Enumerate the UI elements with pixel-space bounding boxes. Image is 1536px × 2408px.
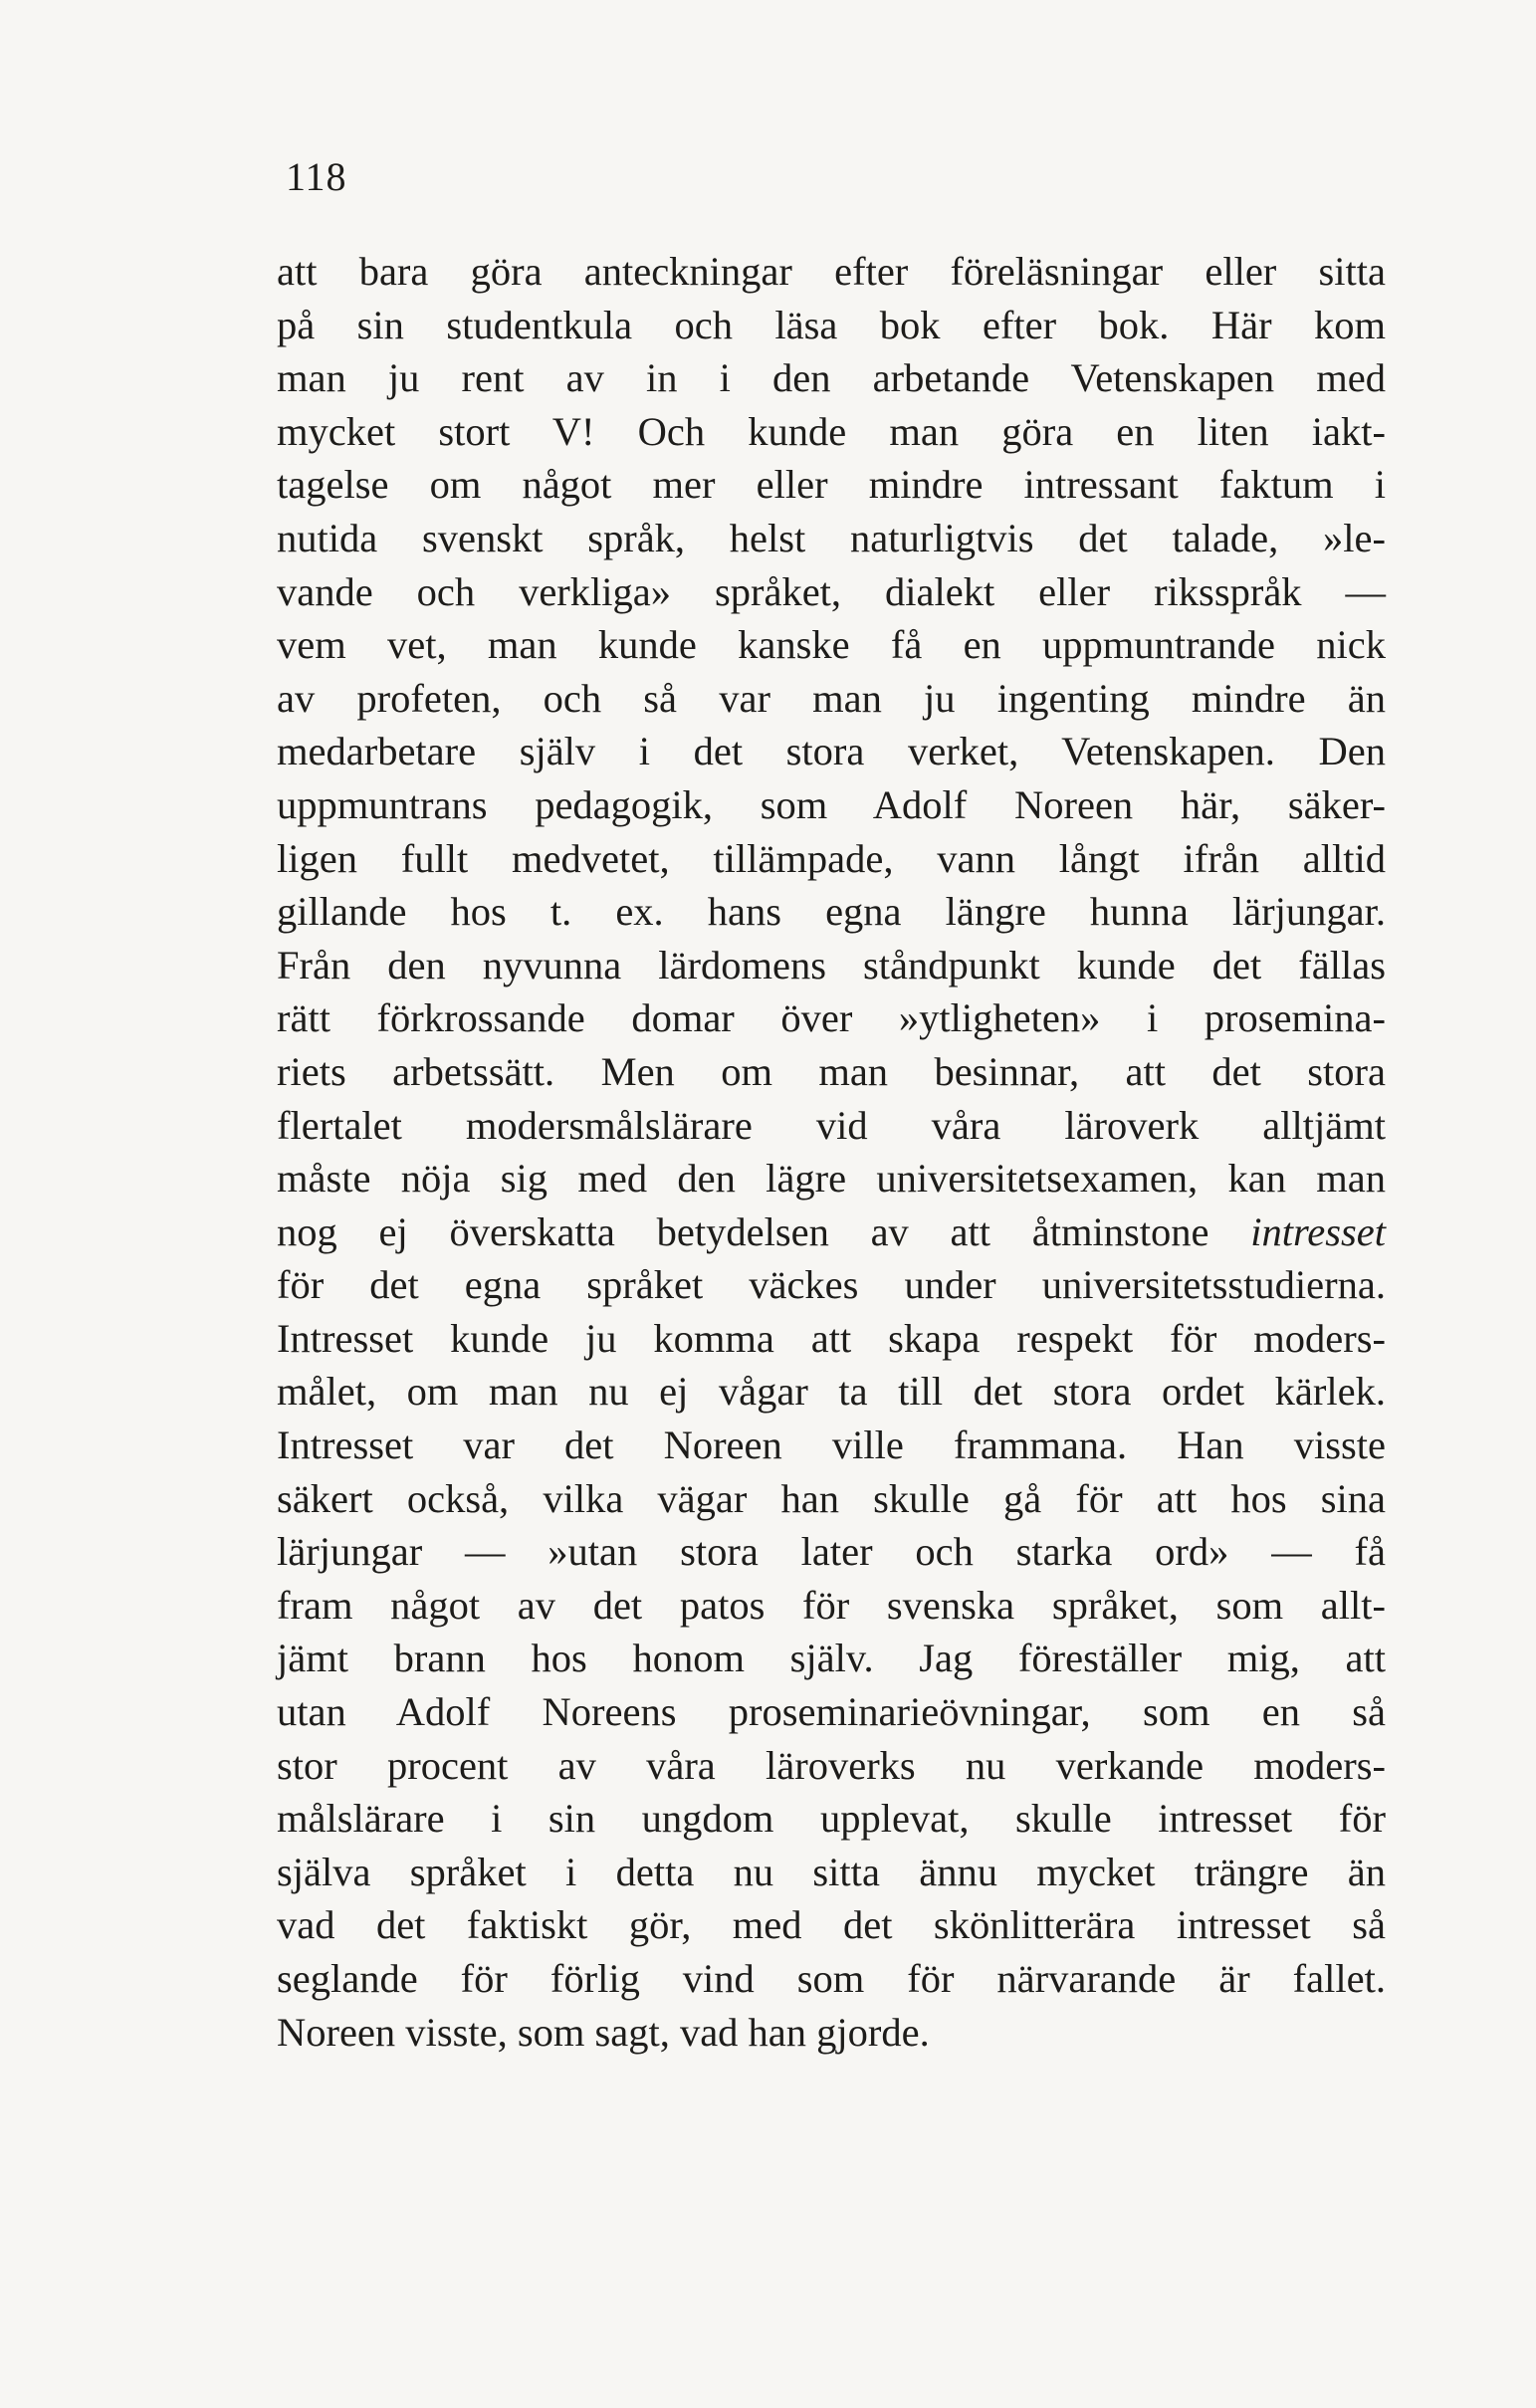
line-text: för det egna språket väckes under universitetsstudierna. xyxy=(277,1262,1386,1308)
line-text: själva språket i detta nu sitta ännu mycket trängre än xyxy=(277,1849,1386,1894)
text-line xyxy=(277,1846,1386,1899)
text-line xyxy=(277,1205,1386,1259)
text-line xyxy=(277,1045,1386,1099)
line-text: av profeten, och så var man ju ingenting mindre än xyxy=(277,675,1386,721)
line-text: seglande för förlig vind som för närvarande är fallet. xyxy=(277,1956,1386,2001)
line-text: vad det faktiskt gör, med det skönlitterära intresset så xyxy=(277,1902,1386,1948)
line-text: Intresset var det Noreen ville frammana. Han visste xyxy=(277,1423,1386,1468)
text-line xyxy=(277,1898,1386,1952)
text-line xyxy=(277,1952,1386,2006)
line-text: på sin studentkula och läsa bok efter bok. Här kom xyxy=(277,302,1386,347)
line-text: stor procent av våra läroverks nu verkande moders- xyxy=(277,1742,1386,1788)
line-text: målslärare i sin ungdom upplevat, skulle intresset för xyxy=(277,1796,1386,1842)
line-text: måste nöja sig med den lägre universitetsexamen, kan man xyxy=(277,1156,1386,1202)
line-text: gillande hos t. ex. hans egna längre hunna lärjungar. xyxy=(277,889,1386,935)
text-line xyxy=(277,405,1386,459)
text-line xyxy=(277,1525,1386,1579)
line-text: utan Adolf Noreens proseminarieövningar, som en så xyxy=(277,1689,1386,1735)
text-line xyxy=(277,512,1386,565)
text-line xyxy=(277,1792,1386,1846)
italic-text: intresset xyxy=(1250,1208,1386,1254)
line-text: mycket stort V! Och kunde man göra en liten iakt- xyxy=(277,408,1386,454)
text-line xyxy=(277,245,1386,299)
line-text: säkert också, vilka vägar han skulle gå för att hos sina xyxy=(277,1475,1386,1521)
line-text: uppmuntrans pedagogik, som Adolf Noreen här, säker- xyxy=(277,781,1386,827)
text-line xyxy=(277,299,1386,352)
text-line xyxy=(277,1419,1386,1472)
text-line xyxy=(277,832,1386,886)
text-line xyxy=(277,1685,1386,1739)
line-text: flertalet modersmålslärare vid våra läroverk alltjämt xyxy=(277,1102,1386,1148)
line-text: nog ej överskatta betydelsen av att åtminstone xyxy=(277,1208,1251,1254)
text-line xyxy=(277,991,1386,1045)
text-line xyxy=(277,351,1386,405)
page-number: 118 xyxy=(286,154,347,199)
text-line xyxy=(277,1152,1386,1205)
text-line xyxy=(277,1258,1386,1312)
text-line xyxy=(277,725,1386,778)
line-text: rätt förkrossande domar över »ytligheten» i prosemina- xyxy=(277,995,1386,1041)
line-text: Noreen visste, som sagt, vad han gjorde. xyxy=(277,2009,930,2055)
text-line xyxy=(277,565,1386,619)
line-text: jämt brann hos honom själv. Jag föreställer mig, att xyxy=(277,1636,1386,1681)
text-line xyxy=(277,1365,1386,1419)
line-text: att bara göra anteckningar efter föreläsningar eller sitta xyxy=(277,249,1386,294)
text-line xyxy=(277,778,1386,832)
line-text: nutida svenskt språk, helst naturligtvis det talade, »le- xyxy=(277,515,1386,560)
line-text: riets arbetssätt. Men om man besinnar, att det stora xyxy=(277,1048,1386,1094)
line-text: Intresset kunde ju komma att skapa respekt för moders- xyxy=(277,1315,1386,1361)
text-line xyxy=(277,1739,1386,1793)
text-line xyxy=(277,939,1386,992)
text-line xyxy=(277,618,1386,672)
text-line xyxy=(277,2006,1386,2060)
line-text: medarbetare själv i det stora verket, Vetenskapen. Den xyxy=(277,729,1386,774)
line-text: fram något av det patos för svenska språket, som allt- xyxy=(277,1582,1386,1628)
text-line xyxy=(277,672,1386,726)
text-line xyxy=(277,1312,1386,1366)
text-line xyxy=(277,1579,1386,1633)
line-text: Från den nyvunna lärdomens ståndpunkt kunde det fällas xyxy=(277,942,1386,987)
line-text: tagelse om något mer eller mindre intressant faktum i xyxy=(277,462,1386,508)
line-text: man ju rent av in i den arbetande Vetenskapen med xyxy=(277,355,1386,401)
body-text xyxy=(277,245,1386,2059)
line-text: målet, om man nu ej vågar ta till det stora ordet kärlek. xyxy=(277,1369,1386,1415)
line-text: vande och verkliga» språket, dialekt eller riksspråk — xyxy=(277,568,1386,614)
text-line xyxy=(277,1472,1386,1526)
text-line xyxy=(277,1632,1386,1685)
text-line xyxy=(277,885,1386,939)
line-text: ligen fullt medvetet, tillämpade, vann långt ifrån alltid xyxy=(277,835,1386,881)
line-text: vem vet, man kunde kanske få en uppmuntrande nick xyxy=(277,622,1386,668)
text-line xyxy=(277,1099,1386,1153)
line-text: lärjungar — »utan stora later och starka ord» — få xyxy=(277,1529,1386,1575)
text-line xyxy=(277,458,1386,512)
